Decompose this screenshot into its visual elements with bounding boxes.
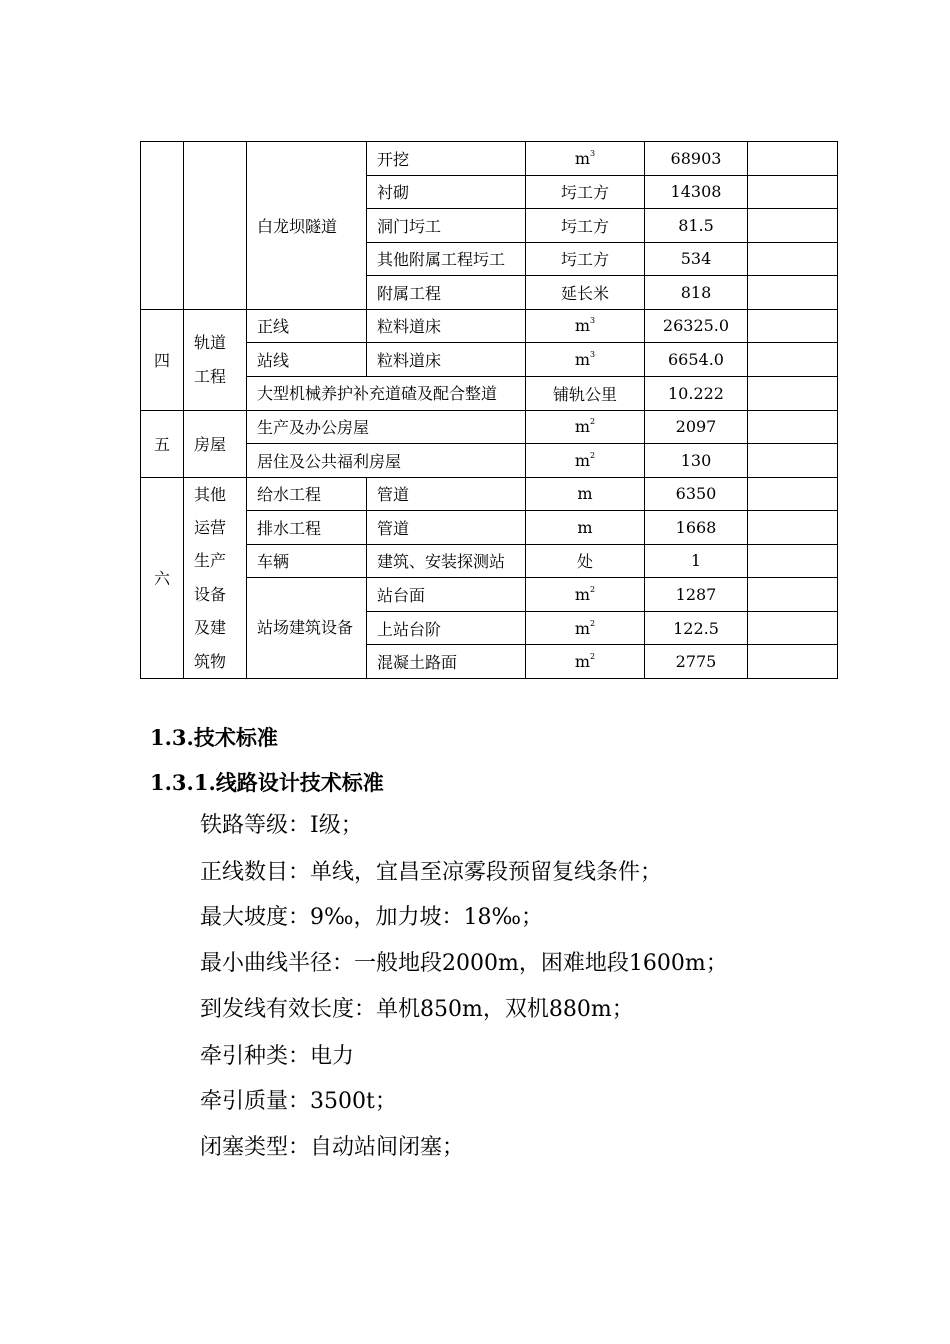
table-row: 五 房屋 生产及办公房屋 $m^2$ 2097	[141, 410, 838, 444]
section-name: 轨道工程	[184, 309, 247, 410]
section-name: 房屋	[184, 410, 247, 477]
spec-line: 最大坡度：9‰，加力坡：18‰；	[200, 905, 544, 930]
spec-line: 铁路等级：Ⅰ级；	[200, 813, 363, 838]
table-row: 车辆 建筑、安装探测站 处 1	[141, 544, 838, 578]
table-row: 附属工程 延长米 818	[141, 276, 838, 310]
table-row: 其他附属工程圬工 圬工方 534	[141, 242, 838, 276]
table-row: 居住及公共福利房屋 $m^2$ 130	[141, 444, 838, 478]
section-number: 四	[141, 309, 184, 410]
section-number: 六	[141, 477, 184, 678]
table-row: 站场建筑设备 站台面 $m^2$ 1287	[141, 578, 838, 612]
table-row: 洞门圬工 圬工方 81.5	[141, 209, 838, 243]
table-row: 站线 粒料道床 $m^3$ 6654.0	[141, 343, 838, 377]
table-row: 混凝土路面 $m^2$ 2775	[141, 645, 838, 679]
spec-line: 最小曲线半径：一般地段2000m，困难地段1600m；	[200, 951, 728, 976]
station-subgroup: 站场建筑设备	[247, 578, 367, 679]
spec-line: 闭塞类型：自动站间闭塞；	[200, 1135, 465, 1160]
table-row: 衬砌 圬工方 14308	[141, 175, 838, 209]
spec-line: 牵引质量：3500t；	[200, 1089, 397, 1114]
section-number: 五	[141, 410, 184, 477]
spec-line: 正线数目：单线，宜昌至凉雾段预留复线条件；	[200, 860, 663, 885]
subsection-heading: 1.3.1.线路设计技术标准	[150, 770, 384, 795]
table-row: 六 其他运营生产设备及建筑物 给水工程 管道 m 6350	[141, 477, 838, 511]
spec-line: 到发线有效长度：单机850m，双机880m；	[200, 997, 634, 1022]
section-heading: 1.3.技术标准	[150, 725, 278, 750]
section-name: 其他运营生产设备及建筑物	[184, 477, 247, 678]
table-row: 排水工程 管道 m 1668	[141, 511, 838, 545]
table-row: 上站台阶 $m^2$ 122.5	[141, 611, 838, 645]
table-row: 大型机械养护补充道碴及配合整道 铺轨公里 10.222	[141, 376, 838, 410]
table-row: 白龙坝隧道 开挖 $m^3$ 68903	[141, 142, 838, 176]
table-row: 四 轨道工程 正线 粒料道床 $m^3$ 26325.0	[141, 309, 838, 343]
tunnel-name: 白龙坝隧道	[247, 142, 367, 310]
spec-line: 牵引种类：电力	[200, 1044, 355, 1069]
quantity-table	[140, 141, 838, 679]
